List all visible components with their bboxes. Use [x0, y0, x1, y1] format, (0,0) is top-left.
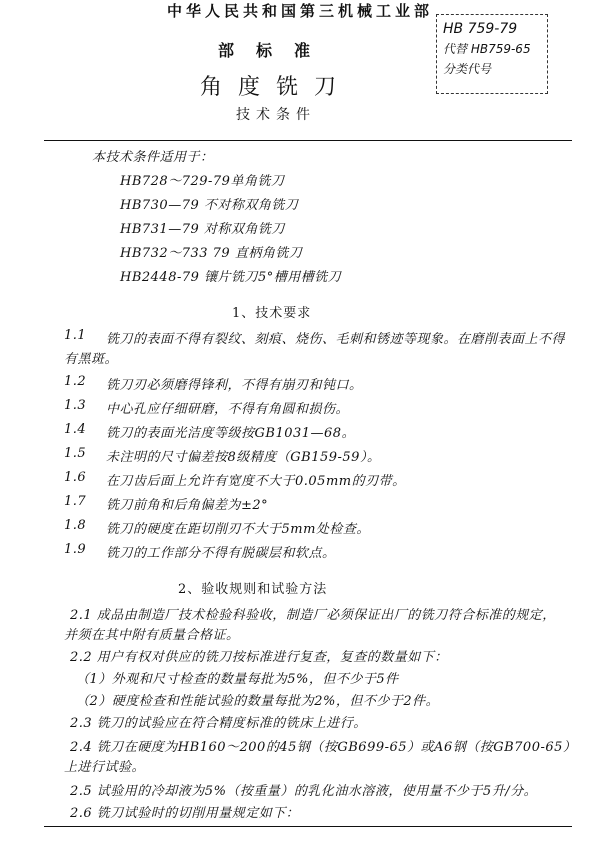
clause-number: 1.2 — [64, 374, 87, 389]
clause-number: 1.1 — [64, 328, 87, 343]
section-heading: 1、技术要求 — [232, 306, 312, 321]
standard-type: 部标准 — [218, 41, 333, 60]
clause-line: 并须在其中附有质量合格证。 — [64, 628, 240, 643]
clause-text: 铣刀刃必须磨得锋利，不得有崩刃和钝口。 — [106, 378, 363, 393]
clause-line: （2）硬度检查和性能试验的数量每批为2%，但不少于2件。 — [76, 694, 440, 709]
section-heading: 2、验收规则和试验方法 — [178, 582, 328, 597]
clause-line: （1）外观和尺寸检查的数量每批为5%，但不少于5件 — [76, 672, 399, 687]
clause-line: 2.5 试验用的冷却液为5%（按重量）的乳化油水溶液，使用量不少于5升/分。 — [70, 784, 538, 799]
footer-rule — [44, 826, 572, 827]
scope-item: HB731—79 对称双角铣刀 — [120, 222, 285, 237]
scope-item: HB732～733 79 直柄角铣刀 — [120, 246, 303, 261]
clause-line: 2.4 铣刀在硬度为HB160～200的45钢（按GB699-65）或A6钢（按GB700-65） — [70, 740, 577, 755]
clause-number: 1.4 — [64, 422, 87, 437]
scope-item: HB728～729-79单角铣刀 — [120, 174, 285, 189]
clause-line: 2.3 铣刀的试验应在符合精度标准的铣床上进行。 — [70, 716, 367, 731]
replaces-standard: 代替 HB759-65 — [443, 42, 531, 56]
clause-text-continued: 有黑斑。 — [64, 352, 119, 367]
clause-text: 铣刀前角和后角偏差为±2° — [106, 498, 269, 513]
clause-line: 上进行试验。 — [64, 760, 146, 775]
clause-number: 1.6 — [64, 470, 87, 485]
clause-text: 未注明的尺寸偏差按8级精度（GB159-59）。 — [106, 450, 381, 465]
standard-code-box — [436, 14, 548, 94]
clause-text: 中心孔应仔细研磨，不得有角圆和损伤。 — [106, 402, 350, 417]
classification-code: 分类代号 — [443, 62, 492, 76]
scope-item: HB2448-79 镶片铣刀5°槽用槽铣刀 — [120, 270, 342, 285]
clause-number: 1.8 — [64, 518, 87, 533]
document-title: 角度铣刀 — [200, 75, 353, 100]
standard-number: HB 759-79 — [443, 21, 518, 37]
clause-line: 2.2 用户有权对供应的铣刀按标准进行复查，复查的数量如下： — [70, 650, 448, 665]
clause-text: 铣刀的表面光洁度等级按GB1031—68。 — [106, 426, 356, 441]
clause-text: 在刀齿后面上允许有宽度不大于0.05mm的刃带。 — [106, 474, 406, 489]
scope-item: HB730—79 不对称双角铣刀 — [120, 198, 299, 213]
document-subtitle: 技术条件 — [236, 107, 316, 123]
clause-line: 2.1 成品由制造厂技术检验科验收，制造厂必须保证出厂的铣刀符合标准的规定， — [70, 608, 556, 623]
ministry-title: 中华人民共和国第三机械工业部 — [166, 2, 433, 20]
scope-intro: 本技术条件适用于： — [92, 150, 214, 165]
clause-text: 铣刀的表面不得有裂纹、刻痕、烧伤、毛刺和锈迹等现象。在磨削表面上不得 — [106, 332, 566, 347]
clause-text: 铣刀的硬度在距切削刃不大于5mm处检查。 — [106, 522, 370, 537]
clause-number: 1.7 — [64, 494, 87, 509]
clause-number: 1.5 — [64, 446, 87, 461]
clause-line: 2.6 铣刀试验时的切削用量规定如下： — [70, 806, 300, 821]
clause-text: 铣刀的工作部分不得有脱碳层和软点。 — [106, 546, 336, 561]
clause-number: 1.3 — [64, 398, 87, 413]
clause-number: 1.9 — [64, 542, 87, 557]
header-rule — [44, 140, 572, 141]
